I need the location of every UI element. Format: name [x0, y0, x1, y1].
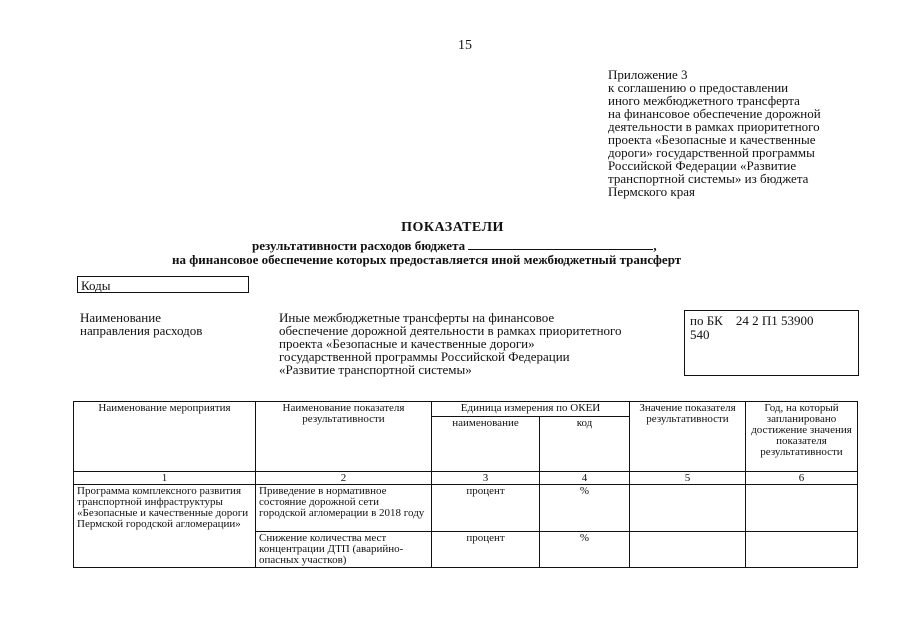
year-cell: [746, 532, 858, 568]
value-cell: [630, 532, 746, 568]
direction-value-line: «Развитие транспортной системы»: [279, 362, 472, 377]
appendix-line: на финансовое обеспечение дорожной: [608, 106, 821, 121]
indicator-cell: Приведение в нормативное состояние дорожной сети городской агломерации в 2018 году: [256, 485, 432, 532]
budget-blank-field: [468, 238, 653, 250]
appendix-line: иного межбюджетного трансферта: [608, 93, 800, 108]
unit-name-cell: процент: [432, 532, 540, 568]
appendix-line: транспортной системы» из бюджета: [608, 171, 809, 186]
appendix-line: Пермского края: [608, 184, 695, 199]
subtitle-line2: на финансовое обеспечение которых предоставляется иной межбюджетный трансферт: [172, 252, 682, 267]
header-unit-code: код: [540, 417, 630, 472]
value-cell: [630, 485, 746, 532]
header-value: Значение показателя результативности: [630, 402, 746, 472]
header-unit: Единица измерения по ОКЕИ: [432, 402, 630, 417]
subtitle-text: результативности расходов бюджета: [252, 238, 466, 253]
column-numbers-row: [74, 472, 858, 485]
program-cell: Программа комплексного развития транспортной инфраструктуры «Безопасные и качественные дороги Пермской городской агломерации»: [74, 485, 256, 568]
appendix-line: Российской Федерации «Развитие: [608, 158, 797, 173]
column-number: 3: [432, 472, 540, 485]
header-event: Наименование мероприятия: [74, 402, 256, 472]
codes-box: Коды: [77, 276, 249, 293]
document-title: ПОКАЗАТЕЛИ: [401, 220, 504, 235]
direction-label-line: Наименование: [80, 310, 161, 325]
indicators-table: [73, 401, 858, 568]
column-number: 1: [74, 472, 256, 485]
header-unit-name: наименование: [432, 417, 540, 472]
subtitle-suffix: ,: [653, 238, 657, 253]
bk-code-suffix: 540: [690, 327, 710, 342]
column-number: 6: [746, 472, 858, 485]
indicator-cell: Снижение количества мест концентрации ДТП (аварийно-опасных участков): [256, 532, 432, 568]
direction-value-line: Иные межбюджетные трансферты на финансовое: [279, 310, 555, 325]
appendix-line: Приложение 3: [608, 67, 688, 82]
page-number: 15: [458, 38, 472, 53]
direction-value: [279, 311, 684, 376]
appendix-line: проекта «Безопасные и качественные: [608, 132, 816, 147]
direction-value-line: проекта «Безопасные и качественные дороги»: [279, 336, 535, 351]
table-header-row: [74, 402, 858, 417]
appendix-line: дороги» государственной программы: [608, 145, 815, 160]
column-number: 5: [630, 472, 746, 485]
column-number: 4: [540, 472, 630, 485]
header-year: Год, на который запланировано достижение значения показателя результативности: [746, 402, 858, 472]
bk-code: по БК 24 2 П1 53900: [690, 313, 814, 328]
direction-value-line: государственной программы Российской Федерации: [279, 349, 570, 364]
direction-label-line: направления расходов: [80, 323, 203, 338]
appendix-line: деятельности в рамках приоритетного: [608, 119, 820, 134]
year-cell: [746, 485, 858, 532]
bk-code-box: [684, 310, 859, 376]
direction-value-line: обеспечение дорожной деятельности в рамках приоритетного: [279, 323, 622, 338]
appendix-line: к соглашению о предоставлении: [608, 80, 789, 95]
header-indicator: Наименование показателя результативности: [256, 402, 432, 472]
unit-name-cell: процент: [432, 485, 540, 532]
direction-label: [80, 311, 202, 337]
table-row: [74, 485, 858, 532]
column-number: 2: [256, 472, 432, 485]
unit-code-cell: %: [540, 532, 630, 568]
appendix-header: [608, 68, 821, 198]
unit-code-cell: %: [540, 485, 630, 532]
